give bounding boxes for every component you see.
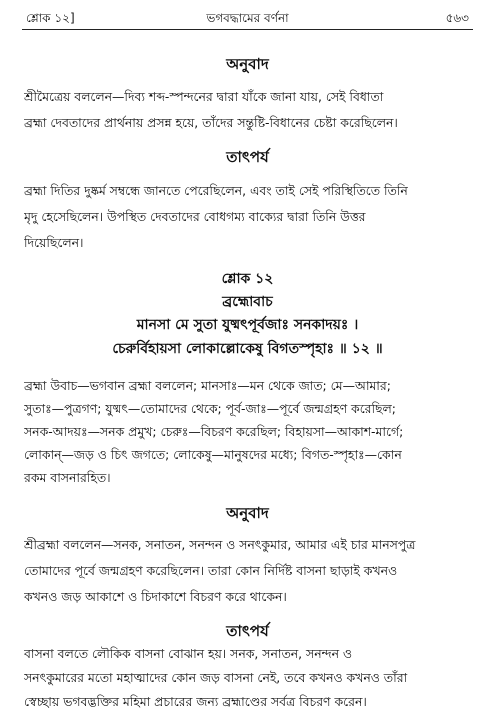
translation-heading-1: অনুবাদ [226, 55, 269, 73]
text-line: বাসনা বলতে লৌকিক বাসনা বোঝান হয়। সনক, সনাতন, সনন্দন ও [24, 646, 353, 661]
header-rule [22, 29, 473, 30]
header-title: ভগবদ্ধামের বর্ণনা [206, 11, 289, 25]
header-chapter-ref: শ্লোক ১২] [26, 11, 75, 25]
translation-heading-2: অনুবাদ [226, 504, 269, 522]
purport-heading-1: তাৎপর্য [226, 148, 269, 166]
purport-text-2 [24, 642, 473, 714]
verse-line: চেরুর্বিহায়সা লোকাল্লোকেষু বিগতস্পৃহাঃ ॥ ১২ ॥ [112, 341, 383, 357]
text-line: লোকান্—জড় ও চিৎ জগতে; লোকেষু—মানুষদের মধ্যে; বিগত-স্পৃহাঃ—কোন [24, 447, 402, 462]
text-line: ব্রহ্মা দেবতাদের প্রার্থনায় প্রসন্ন হয়ে, তাঁদের সন্তুষ্টি-বিধানের চেষ্টা করেছিলেন। [24, 115, 398, 130]
text-line: দিয়েছিলেন। [24, 235, 84, 250]
purport-text-1 [24, 178, 473, 256]
text-line: স্বেচ্ছায় ভগবদ্ভক্তির মহিমা প্রচারের জন্য ব্রহ্মাণ্ডের সর্বত্র বিচরণ করেন। [24, 694, 367, 709]
text-line: শ্রীমৈত্রেয় বললেন—দিব্য শব্দ-স্পন্দনের দ্বারা যাঁকে জানা যায়, সেই বিধাতা [24, 89, 384, 104]
text-line: সনক-আদয়ঃ—সনক প্রমুখ; চেরুঃ—বিচরণ করেছিল; বিহায়সা—আকাশ-মার্গে; [24, 424, 404, 439]
text-line: ব্রহ্মা উবাচ—ভগবান ব্রহ্মা বললেন; মানসাঃ—মন থেকে জাত; মে—আমার; [24, 378, 391, 393]
translation-text-1 [24, 84, 473, 136]
translation-text-2 [24, 532, 473, 610]
purport-heading-2: তাৎপর্য [226, 622, 269, 640]
verse-speaker: ব্রহ্মোবাচ [222, 294, 273, 310]
text-line: সনৎকুমারের মতো মহাত্মাদের কোন জড় বাসনা নেই, তবে কখনও কখনও তাঁরা [24, 670, 408, 685]
verse-number: শ্লোক ১২ [221, 271, 274, 287]
word-synonyms [24, 374, 473, 489]
page-header [22, 6, 473, 28]
text-line: ব্রহ্মা দিতির দুষ্কর্ম সম্বন্ধে জানতে পেরেছিলেন, এবং তাই সেই পরিস্থিতিতে তিনি [24, 183, 408, 198]
text-line: তোমাদের পূর্বে জন্মগ্রহণ করেছিলেন। তারা কোন নির্দিষ্ট বাসনা ছাড়াই কখনও [24, 563, 398, 578]
verse-line: মানসা মে সুতা যুষ্মৎপূর্বজাঃ সনকাদয়ঃ । [136, 317, 359, 333]
text-line: কখনও জড় আকাশে ও চিদাকাশে বিচরণ করে থাকেন। [24, 589, 287, 604]
text-line: মৃদু হেসেছিলেন। উপস্থিত দেবতাদের বোধগম্য বাক্যের দ্বারা তিনি উত্তর [24, 209, 366, 224]
text-line: রকম বাসনারহিত। [24, 470, 111, 485]
text-line: সুতাঃ—পুত্রগণ; যুষ্মৎ—তোমাদের থেকে; পূর্ব-জাঃ—পূর্বে জন্মগ্রহণ করেছিল; [24, 401, 396, 416]
sanskrit-verse [0, 313, 495, 361]
text-line: শ্রীব্রহ্মা বললেন—সনক, সনাতন, সনন্দন ও সনৎকুমার, আমার এই চার মানসপুত্র [24, 537, 416, 552]
page-number: ৫৬৩ [445, 11, 469, 25]
